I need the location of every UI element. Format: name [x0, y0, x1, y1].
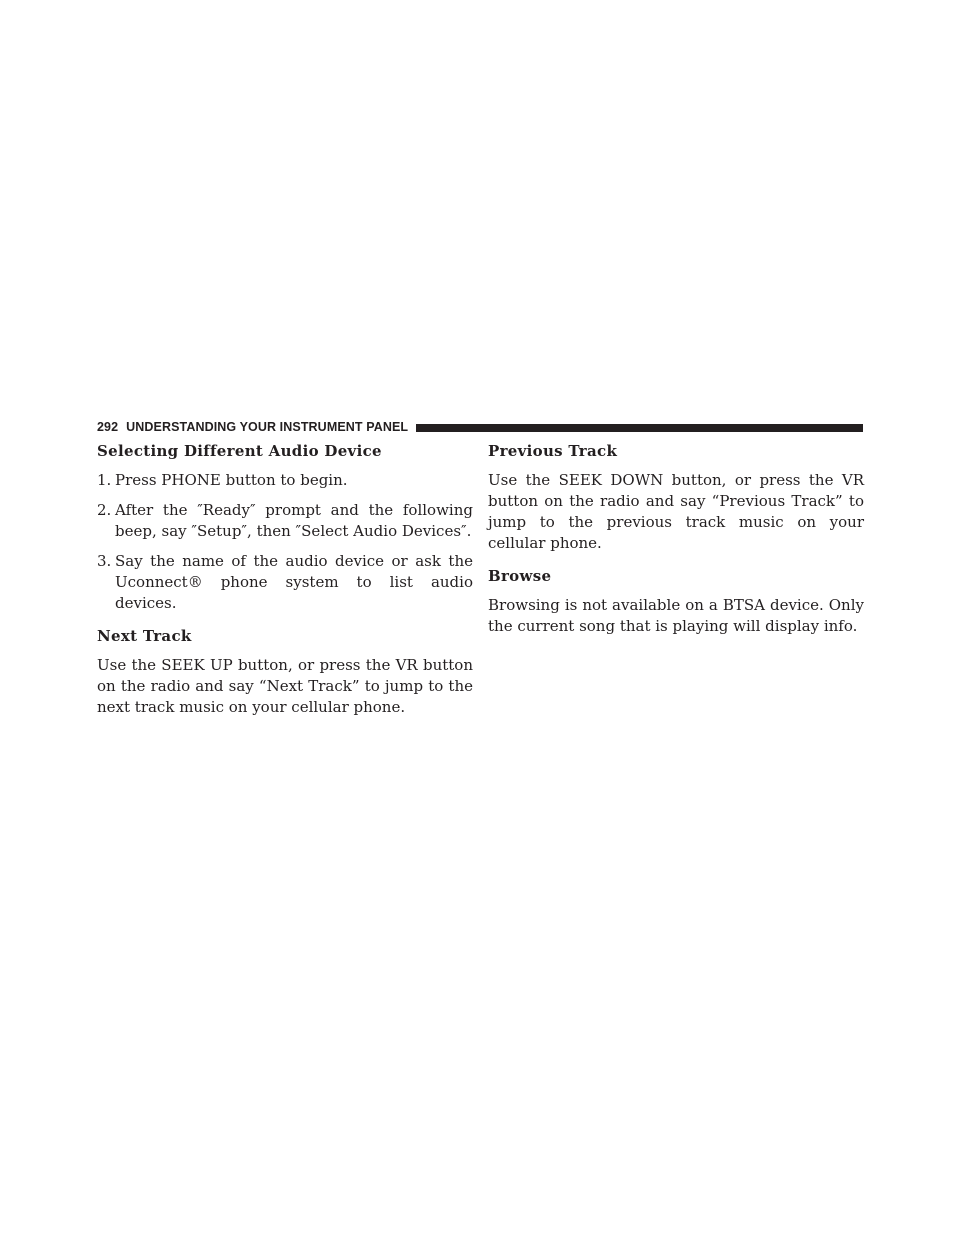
step-item: [97, 551, 473, 614]
previous-track-paragraph: Use the SEEK DOWN button, or press the VR button on the radio and say “Previous Track” to jump to the previous track music on your cellular phone.: [488, 471, 864, 552]
left-column: [97, 441, 473, 727]
step-text: After the ″Ready″ prompt and the following beep, say ″Setup″, then ″Select Audio Devices″.: [115, 501, 473, 540]
page-number: 292: [97, 420, 119, 434]
step-number: 3.: [97, 552, 112, 570]
heading-next-track: Next Track: [97, 627, 192, 645]
step-text: Say the name of the audio device or ask the Uconnect® phone system to list audio devices.: [115, 552, 473, 612]
right-column: [488, 441, 864, 646]
heading-browse: Browse: [488, 567, 552, 585]
step-text: Press PHONE button to begin.: [115, 471, 348, 489]
step-number: 2.: [97, 501, 112, 519]
running-header: [97, 419, 863, 435]
heading-selecting-audio-device: Selecting Different Audio Device: [97, 442, 382, 460]
step-item: [97, 470, 473, 491]
step-item: [97, 500, 473, 542]
header-rule: [416, 424, 863, 432]
heading-previous-track: Previous Track: [488, 442, 618, 460]
step-number: 1.: [97, 471, 112, 489]
next-track-paragraph: Use the SEEK UP button, or press the VR button on the radio and say “Next Track” to jump to the next track music on your cellular phone.: [97, 656, 473, 716]
browse-paragraph: Browsing is not available on a BTSA device. Only the current song that is playing will display info.: [488, 596, 864, 635]
section-title: UNDERSTANDING YOUR INSTRUMENT PANEL: [126, 420, 409, 434]
